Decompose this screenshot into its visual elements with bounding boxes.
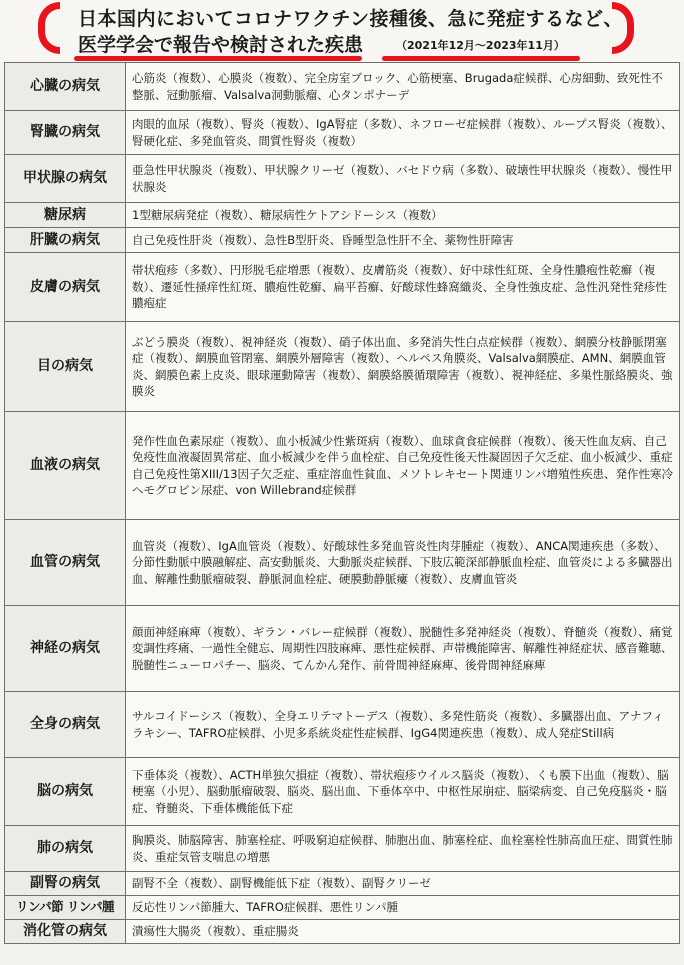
table-row	[5, 758, 680, 826]
category-cell: 血管の病気	[5, 520, 126, 606]
diseases-cell: サルコイドーシス（複数）、全身エリテマトーデス（複数）、多発性筋炎（複数）、多臓器出血、アナフィラキシー、TAFRO症候群、小児多系統炎症性症候群、IgG4関連疾患（複数）、成人発症Still病	[126, 692, 680, 758]
diseases-cell: 潰瘍性大腸炎（複数）、重症腸炎	[126, 920, 680, 944]
disease-table	[4, 62, 680, 944]
table-row	[5, 920, 680, 944]
red-bracket-left	[38, 2, 60, 54]
diseases-cell: 帯状疱疹（多数）、円形脱毛症増悪（複数）、皮膚筋炎（複数）、好中球性紅斑、全身性膿疱性乾癬（複数）、遷延性掻痒性紅斑、膿疱性乾癬、扁平苔癬、好酸球性蜂窩織炎、全身性強皮症、急性汎発性発疹性膿疱症	[126, 253, 680, 322]
category-cell: リンパ節 リンパ腫	[5, 896, 126, 920]
title-line-1: 日本国内においてコロナワクチン接種後、急に発症するなど、	[78, 8, 624, 30]
category-cell: 副腎の病気	[5, 872, 126, 896]
title-line-2: 医学学会で報告や検討された疾患	[78, 34, 364, 56]
red-underline-period	[382, 56, 580, 61]
diseases-cell: 反応性リンパ節腫大、TAFRO症候群、悪性リンパ腫	[126, 896, 680, 920]
category-cell: 肝臓の病気	[5, 228, 126, 253]
table-row	[5, 692, 680, 758]
table-row	[5, 63, 680, 111]
category-cell: 目の病気	[5, 322, 126, 412]
diseases-cell: ぶどう膜炎（複数）、視神経炎（複数）、硝子体出血、多発消失性白点症候群（複数）、網膜分枝静脈閉塞症（複数）、網膜血管閉塞、網膜外層障害（複数）、ヘルペス角膜炎、Valsalva網膜症、AMN、網膜血管炎、網膜色素上皮炎、眼球運動障害（複数）、網膜絡膜循環障害（複数）、視神経症、多巣性脈絡膜炎、強膜炎	[126, 322, 680, 412]
table-row	[5, 228, 680, 253]
category-cell: 肺の病気	[5, 826, 126, 872]
category-cell: 脳の病気	[5, 758, 126, 826]
red-underline-title	[74, 56, 362, 61]
diseases-cell: 血管炎（複数）、IgA血管炎（複数）、好酸球性多発血管炎性肉芽腫症（複数）、ANCA関連疾患（多数）、分節性動脈中膜融解症、高安動脈炎、大動脈炎症候群、下肢広範深部静脈血栓症、血管炎による多臓器出血、解離性動脈瘤破裂、静脈洞血栓症、硬膜動静脈瘻（複数）、皮膚血管炎	[126, 520, 680, 606]
table-row	[5, 872, 680, 896]
category-cell: 皮膚の病気	[5, 253, 126, 322]
table-row	[5, 896, 680, 920]
diseases-cell: 肉眼的血尿（複数）、腎炎（複数）、IgA腎症（多数）、ネフローゼ症候群（複数）、ループス腎炎（複数）、腎硬化症、多発血管炎、間質性腎炎（複数）	[126, 111, 680, 155]
category-cell: 全身の病気	[5, 692, 126, 758]
table-row	[5, 322, 680, 412]
diseases-cell: 顔面神経麻痺（複数）、ギラン・バレー症候群（複数）、脱髄性多発神経炎（複数）、脊髄炎（複数）、痛覚変調性疼痛、一過性全健忘、周期性四肢麻痺、悪性症候群、声帯機能障害、解離性神経症状、感音難聴、脱髄性ニューロパチー、脳炎、てんかん発作、前骨間神経麻痺、後骨間神経麻痺	[126, 606, 680, 692]
diseases-cell: 胸膜炎、肺脳障害、肺塞栓症、呼吸窮迫症候群、肺胞出血、肺塞栓症、血栓塞栓性肺高血圧症、間質性肺炎、重症気管支喘息の増悪	[126, 826, 680, 872]
table-row	[5, 520, 680, 606]
diseases-cell: 1型糖尿病発症（複数）、糖尿病性ケトアシドーシス（複数）	[126, 203, 680, 228]
category-cell: 神経の病気	[5, 606, 126, 692]
table-row	[5, 155, 680, 203]
table-row	[5, 412, 680, 520]
diseases-cell: 亜急性甲状腺炎（複数）、甲状腺クリーゼ（複数）、バセドウ病（多数）、破壊性甲状腺炎（複数）、慢性甲状腺炎	[126, 155, 680, 203]
category-cell: 腎臓の病気	[5, 111, 126, 155]
diseases-cell: 下垂体炎（複数）、ACTH単独欠損症（複数）、帯状疱疹ウイルス脳炎（複数）、くも膜下出血（複数）、脳梗塞（小児）、脳動脈瘤破裂、脳炎、脳出血、下垂体卒中、中枢性尿崩症、脳梁病変、自己免疫脳炎・脳症、脊髄炎、下垂体機能低下症	[126, 758, 680, 826]
category-cell: 血液の病気	[5, 412, 126, 520]
diseases-cell: 心筋炎（複数）、心膜炎（複数）、完全房室ブロック、心筋梗塞、Brugada症候群、心房細動、致死性不整脈、冠動脈瘤、Valsalva洞動脈瘤、心タンポナーデ	[126, 63, 680, 111]
category-cell: 心臓の病気	[5, 63, 126, 111]
diseases-cell: 副腎不全（複数）、副腎機能低下症（複数）、副腎クリーゼ	[126, 872, 680, 896]
period-label: （2021年12月〜2023年11月）	[396, 39, 565, 52]
table-row	[5, 203, 680, 228]
category-cell: 消化管の病気	[5, 920, 126, 944]
table-row	[5, 253, 680, 322]
title-header	[0, 0, 684, 62]
table-row	[5, 111, 680, 155]
diseases-cell: 自己免疫性肝炎（複数）、急性B型肝炎、昏睡型急性肝不全、薬物性肝障害	[126, 228, 680, 253]
category-cell: 糖尿病	[5, 203, 126, 228]
table-row	[5, 606, 680, 692]
category-cell: 甲状腺の病気	[5, 155, 126, 203]
table-row	[5, 826, 680, 872]
diseases-cell: 発作性血色素尿症（複数）、血小板減少性紫斑病（複数）、血球貪食症候群（複数）、後天性血友病、自己免疫性血液凝固異常症、血小板減少を伴う血栓症、自己免疫性後天性凝固因子欠乏症、血小板減少、重症自己免疫性第XIII/13因子欠乏症、重症溶血性貧血、メソトレキセート関連リンパ増殖性疾患、発作性寒冷ヘモグロビン尿症、von Willebrand症候群	[126, 412, 680, 520]
